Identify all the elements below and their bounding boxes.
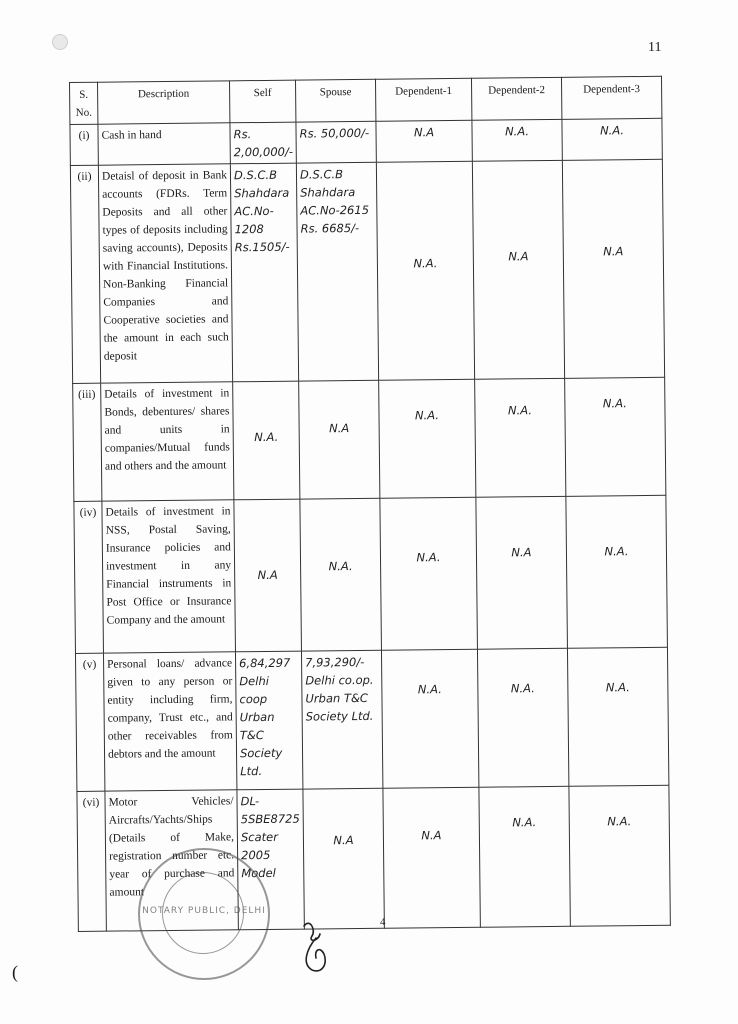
row-sno: (vi) xyxy=(77,791,106,931)
row-self: 6,84,297 Delhi coop Urban T&C Society Ltd. xyxy=(235,651,302,790)
row-dependent-3 xyxy=(567,647,668,786)
margin-mark: ( xyxy=(12,962,18,982)
row-description: Details of investment in NSS, Postal Saving, Insurance policies and investment in any Financial instruments in Post Office or Insurance Company and the amount xyxy=(102,500,236,653)
table-row xyxy=(70,159,664,383)
row-dependent-3: N.A. xyxy=(562,118,662,160)
row-spouse: D.S.C.B Shahdara AC.No-2615 Rs. 6685/- xyxy=(296,162,378,381)
signature-mark xyxy=(296,916,344,976)
row-dependent-1 xyxy=(379,379,476,498)
row-dependent-3 xyxy=(565,377,666,496)
cell-value: N.A. xyxy=(416,550,441,565)
cell-value: N.A. xyxy=(413,256,438,271)
cell-value: N.A xyxy=(329,421,350,436)
row-self: Rs. 2,00,000/- xyxy=(230,122,296,164)
row-spouse xyxy=(300,498,382,651)
notary-stamp xyxy=(138,848,270,980)
cell-value: N.A xyxy=(257,567,278,583)
cell-value: N.A. xyxy=(602,396,627,411)
row-sno: (v) xyxy=(75,653,104,791)
table-row xyxy=(74,495,668,653)
row-dependent-1 xyxy=(376,161,474,380)
row-dependent-3 xyxy=(569,785,670,926)
page-number-top: 11 xyxy=(648,40,662,55)
header-self: Self xyxy=(229,80,295,123)
cell-value: N.A xyxy=(508,249,529,264)
cell-value: N.A. xyxy=(512,815,537,830)
header-dependent-2: Dependent-2 xyxy=(471,77,561,120)
cell-value: N.A xyxy=(511,545,532,560)
cell-value: N.A. xyxy=(328,559,353,574)
table-row xyxy=(70,118,662,165)
row-self: D.S.C.B Shahdara AC.No-1208 Rs.1505/- xyxy=(230,163,298,382)
cell-value: N.A. xyxy=(604,544,629,559)
table-row xyxy=(75,647,668,791)
row-description: Detaisl of deposit in Bank accounts (FDRs. Term Deposits and all other types of deposits including saving accounts), Deposits with Financial Institutions. Non-Banking Financial Companies and Cooperative societies and the amount in each such deposit xyxy=(98,164,232,383)
cell-value: N.A xyxy=(603,244,624,259)
cell-value: N.A. xyxy=(507,403,533,418)
header-dependent-3: Dependent-3 xyxy=(561,76,661,119)
page-number-bottom: 4 xyxy=(380,916,386,928)
table-header-row xyxy=(70,76,662,124)
table-row xyxy=(73,377,666,501)
row-self xyxy=(234,499,302,652)
row-dependent-3 xyxy=(562,159,664,378)
row-self xyxy=(233,381,300,500)
cell-value: N.A. xyxy=(510,681,535,696)
header-dependent-1: Dependent-1 xyxy=(375,78,471,121)
cell-value: N.A xyxy=(333,833,354,848)
assets-table xyxy=(69,76,671,932)
header-description: Description xyxy=(98,81,230,124)
row-dependent-1 xyxy=(380,497,478,650)
row-spouse xyxy=(303,788,384,929)
row-spouse: Rs. 50,000/- xyxy=(296,121,376,163)
stamp-text: NOTARY PUBLIC, DELHI xyxy=(142,906,266,916)
row-dependent-2 xyxy=(476,496,568,649)
row-spouse: 7,93,290/- Delhi co.op. Urban T&C Society Ltd. xyxy=(301,650,382,789)
row-description: Details of investment in Bonds, debentures/ shares and units in companies/Mutual funds and others and the amount xyxy=(101,382,234,501)
row-dependent-2 xyxy=(477,648,568,787)
row-sno: (iii) xyxy=(73,383,102,501)
row-description: Cash in hand xyxy=(98,123,230,165)
row-description: Personal loans/ advance given to any person or entity including firm, company, Trust etc., and other receivables from debtors and the amount xyxy=(103,652,236,791)
row-dependent-2 xyxy=(475,378,566,497)
row-dependent-1 xyxy=(383,787,480,928)
row-dependent-2 xyxy=(479,786,570,927)
row-sno: (i) xyxy=(70,124,98,165)
row-dependent-3 xyxy=(566,495,668,648)
cell-value: N.A. xyxy=(254,429,279,445)
cell-value: N.A xyxy=(421,828,442,843)
row-dependent-1 xyxy=(381,649,478,788)
cell-value: N.A. xyxy=(605,680,630,695)
cell-value: N.A. xyxy=(607,814,632,829)
punch-hole xyxy=(52,34,68,50)
row-description: Motor Vehicles/ Aircrafts/Yachts/Ships (Details of Make, registration number etc. year of purchase and amount xyxy=(105,790,238,931)
cell-value: N.A. xyxy=(414,408,440,423)
header-spouse: Spouse xyxy=(295,79,375,122)
cell-value: N.A. xyxy=(417,682,442,697)
row-spouse xyxy=(299,380,380,499)
row-sno: (iv) xyxy=(74,501,104,653)
header-sno: S. No. xyxy=(70,82,98,124)
row-dependent-2 xyxy=(472,160,564,379)
row-dependent-2: N.A. xyxy=(472,119,562,161)
row-dependent-1: N.A xyxy=(376,120,472,162)
row-self: DL-5SBE8725 Scater 2005 Model xyxy=(237,789,304,930)
row-sno: (ii) xyxy=(70,165,100,383)
